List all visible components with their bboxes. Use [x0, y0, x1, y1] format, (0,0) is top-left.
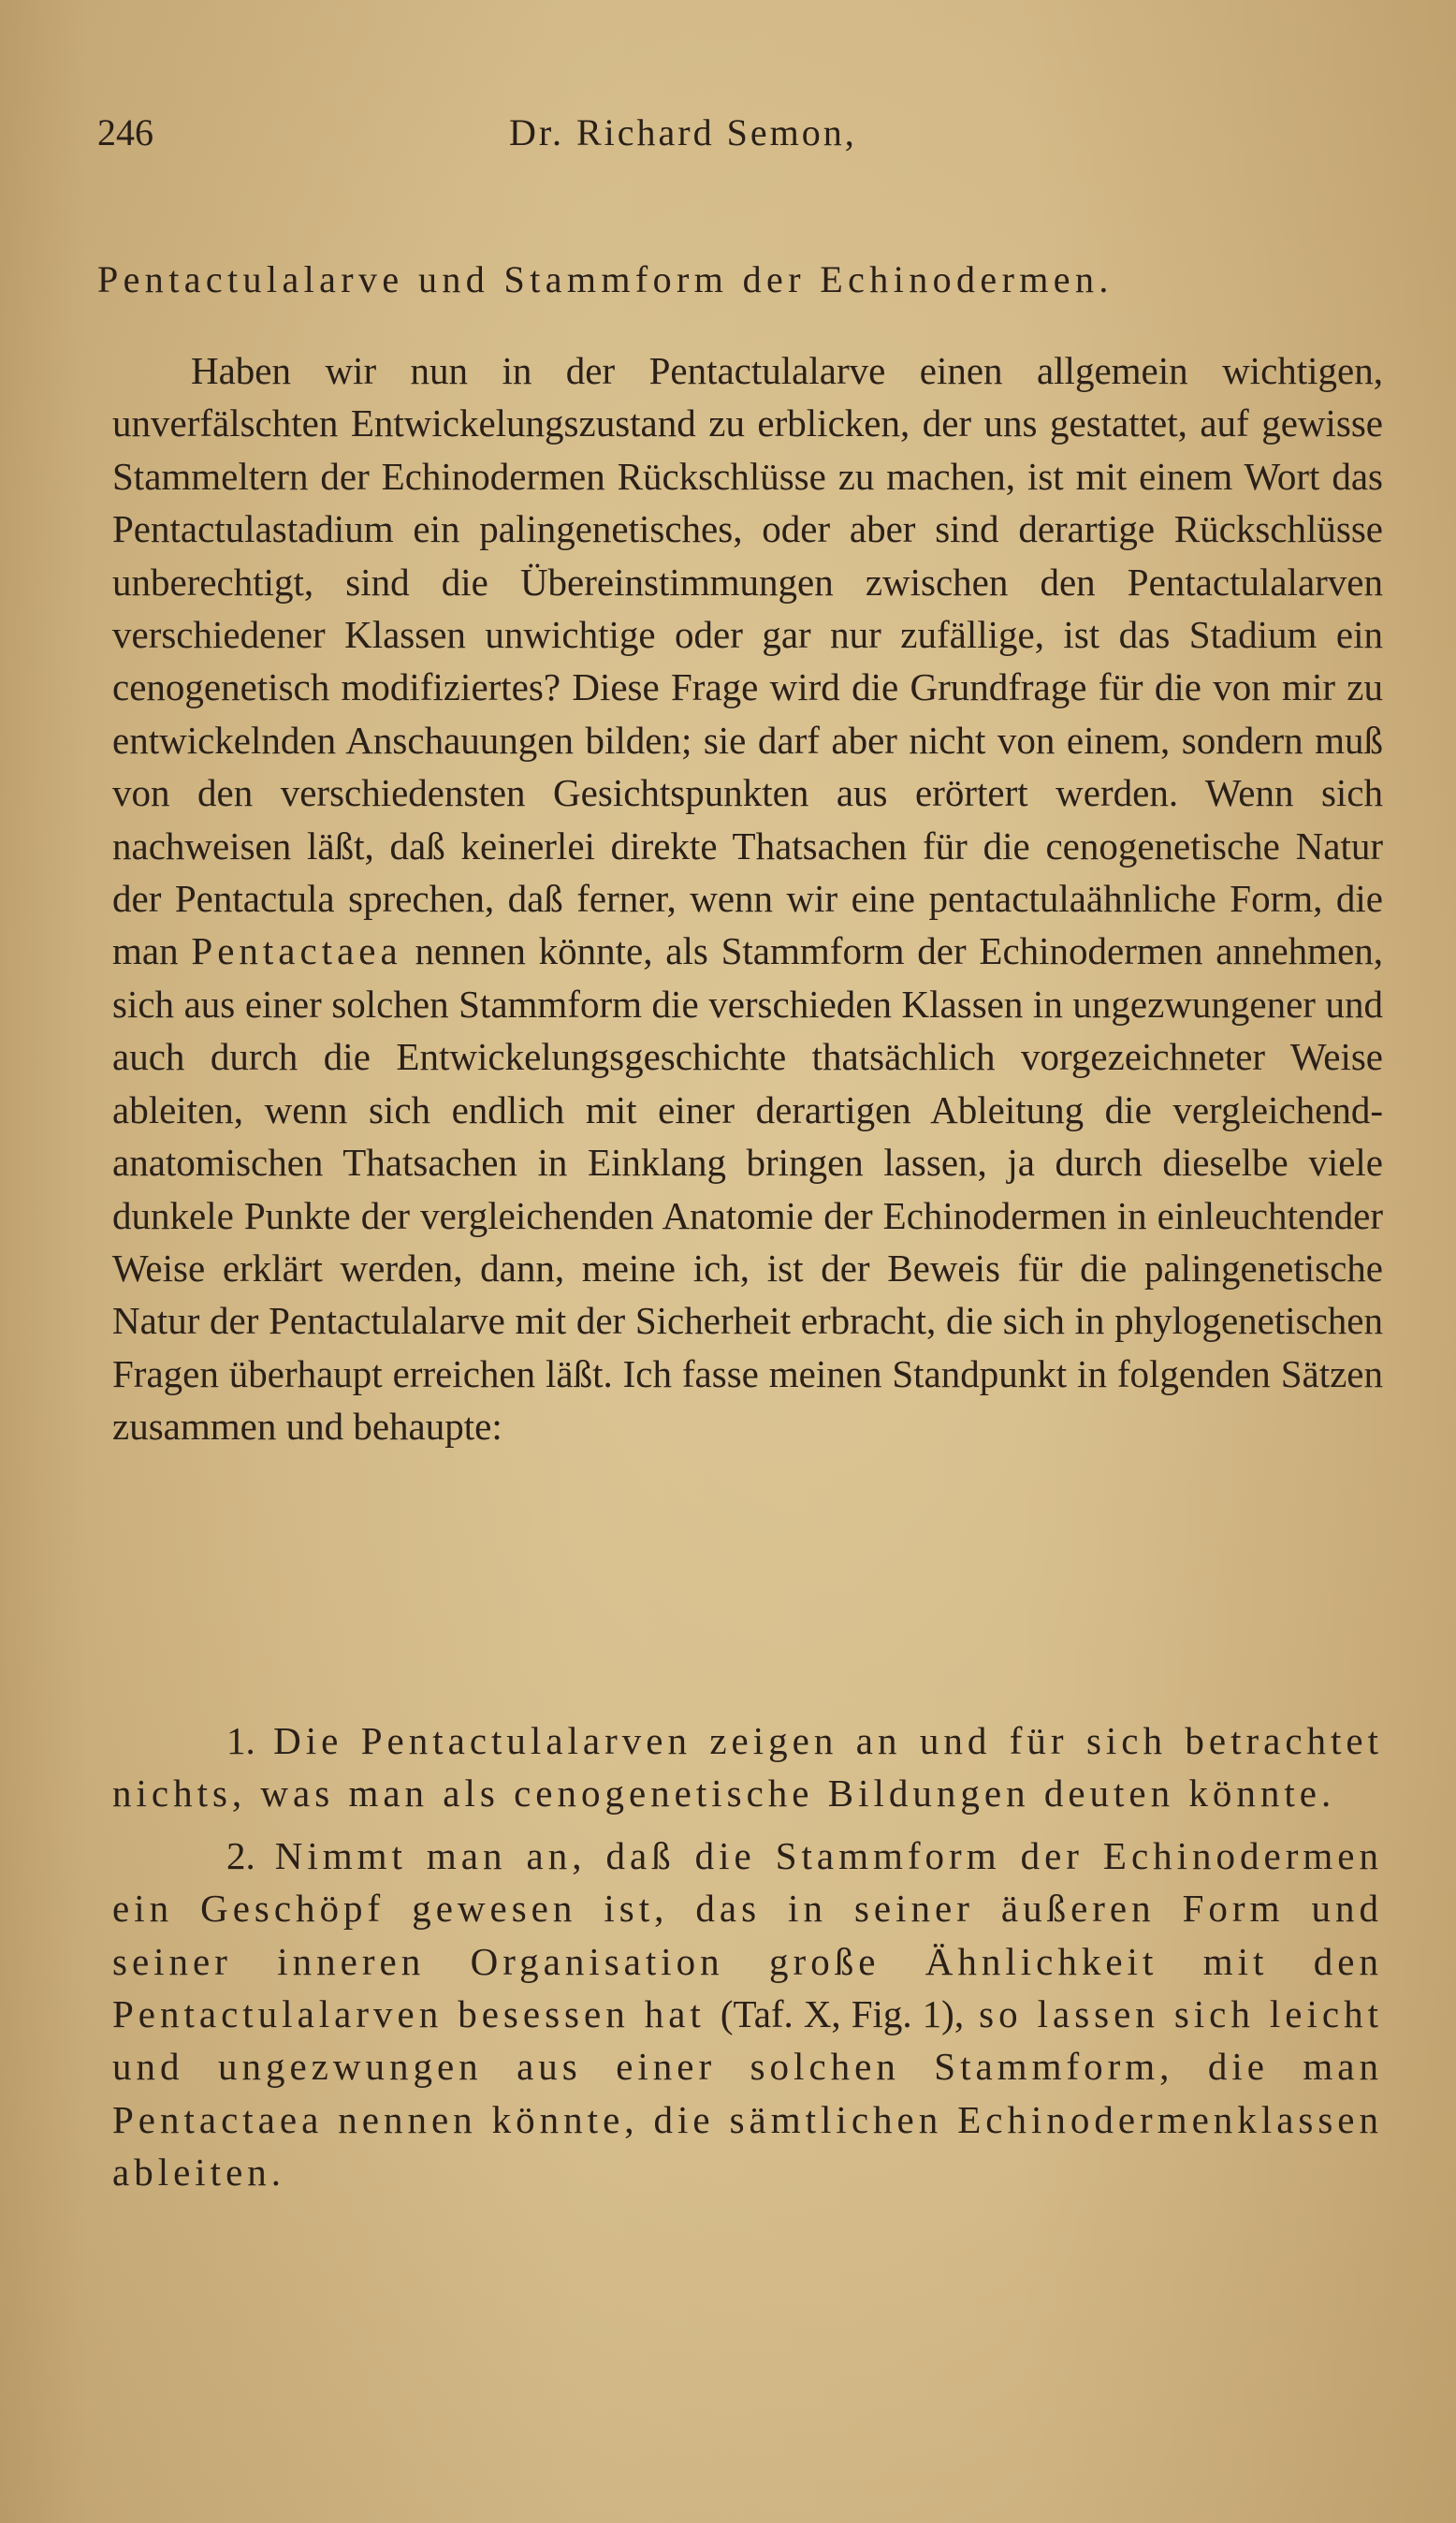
- main-paragraph: [112, 344, 1383, 1453]
- paragraph-text-part1: Haben wir nun in der Pentactulalarve einen allgemein wichtigen, unverfälschten Entwickelungszustand zu erblicken, der uns gestattet, auf gewisse Stammeltern der Echinodermen Rückschlüsse zu machen, ist mit einem Wort das Pentactulastadium ein palingenetisches, oder aber sind derartige Rückschlüsse unberechtigt, sind die Übereinstimmungen zwischen den Pentactulalarven verschiedener Klassen unwichtige oder gar nur zufällige, ist das Stadium ein cenogenetisch modifiziertes? Diese Frage wird die Grundfrage für die von mir zu entwickelnden Anschauungen bilden; sie darf aber nicht von einem, sondern muß von den verschiedensten Gesichtspunkten aus erörtert werden. Wenn sich nachweisen läßt, daß keinerlei direkte Thatsachen für die cenogenetische Natur der Pentactula sprechen, daß ferner, wenn wir eine pentactulaähnliche Form, die man: [112, 349, 1383, 973]
- claim-item: [112, 1714, 1383, 1820]
- claims-list: [112, 1714, 1383, 2209]
- page-number: 246: [97, 111, 153, 153]
- claim-number: 2.: [226, 1833, 255, 1877]
- claim-text-b: so lassen sich leicht und ungezwungen aus einer solchen Stammform, die man Pentactaea nennen könnte, die sämtlichen Echinodermenklassen ableiten.: [112, 1992, 1383, 2195]
- running-head: Dr. Richard Semon,: [509, 111, 857, 153]
- page-header: [97, 110, 1370, 167]
- term-pentactaea: Pentactaea: [191, 929, 402, 973]
- section-title: Pentactulalarve und Stammform der Echinodermen.: [97, 258, 1114, 300]
- claim-number: 1.: [226, 1719, 255, 1762]
- claim-text: Die Pentactulalarven zeigen an und für sich betrachtet nichts, was man als cenogenetische Bildungen deuten könnte.: [112, 1719, 1384, 1816]
- figure-reference: (Taf. X, Fig. 1),: [720, 1992, 965, 2036]
- claim-item: [112, 1830, 1383, 2199]
- paragraph-text-part2: nennen könnte, als Stammform der Echinodermen annehmen, sich aus einer solchen Stammform die verschieden Klassen in ungezwungener und auch durch die Entwickelungsgeschichte thatsächlich vorgezeichneter Weise ableiten, wenn sich endlich mit einer derartigen Ableitung die vergleichend-anatomischen Thatsachen in Einklang bringen lassen, ja durch dieselbe viele dunkele Punkte der vergleichenden Anatomie der Echinodermen in einleuchtender Weise erklärt werden, dann, meine ich, ist der Beweis für die palingenetische Natur der Pentactulalarve mit der Sicherheit erbracht, die sich in phylogenetischen Fragen überhaupt erreichen läßt. Ich fasse meinen Standpunkt in folgenden Sätzen zusammen und behaupte:: [112, 929, 1384, 1449]
- claim-text-a: Nimmt man an, daß die Stammform der Echinodermen ein Geschöpf gewesen ist, das in seiner äußeren Form und seiner inneren Organisation große Ähnlichkeit mit den Pentactulalarven besessen hat: [112, 1833, 1384, 2036]
